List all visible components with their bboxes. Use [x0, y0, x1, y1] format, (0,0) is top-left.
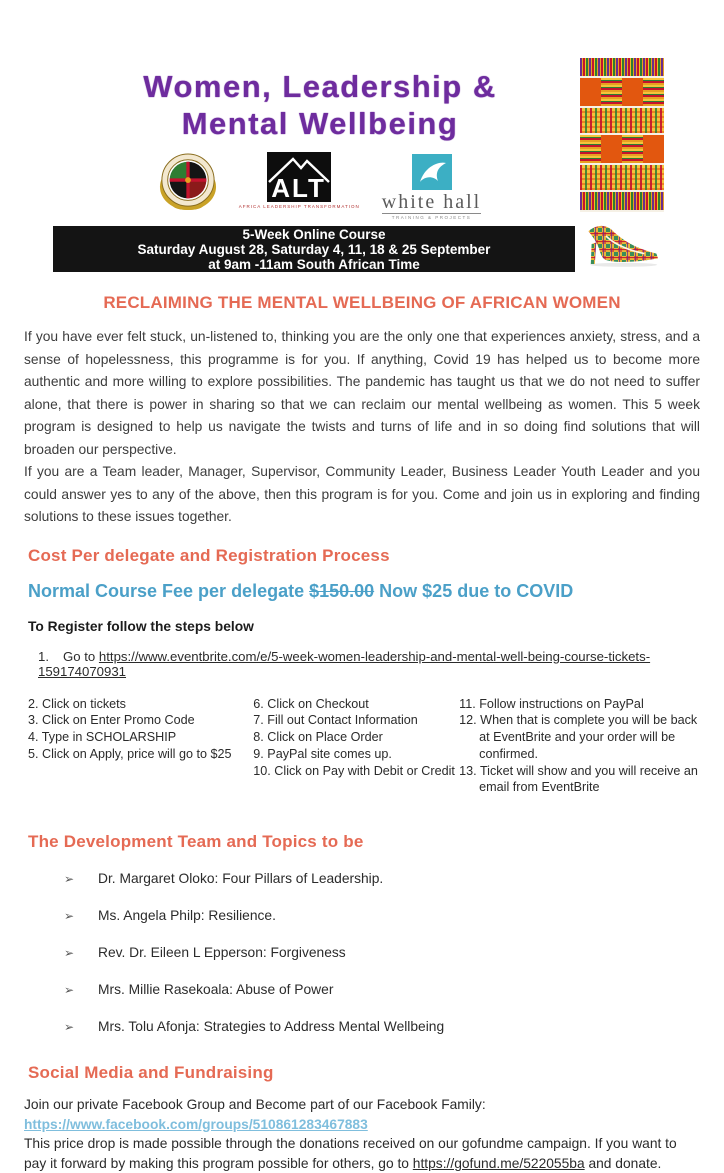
arrow-bullet-icon: ➢	[64, 983, 75, 998]
course-schedule-banner	[53, 226, 575, 272]
team-member-topic: Mrs. Tolu Afonja: Strategies to Address Mental Wellbeing	[98, 1019, 445, 1035]
fee-suffix: Now $25 due to COVID	[374, 580, 574, 601]
arrow-bullet-icon: ➢	[64, 946, 75, 961]
banner-line3: at 9am -11am South African Time	[208, 257, 420, 272]
flyer-title-line2: Mental Wellbeing	[181, 106, 459, 141]
registration-step: 10. Click on Pay with Debit or Credit	[253, 763, 455, 778]
registration-steps-columns	[24, 696, 700, 797]
kente-band	[580, 108, 664, 135]
partner-logos	[62, 152, 578, 220]
team-list-item	[24, 906, 700, 926]
flyer-title	[62, 58, 578, 142]
fee-prefix: Normal Course Fee per delegate	[28, 580, 310, 601]
registration-step-1	[24, 649, 700, 679]
flyer-right-panel	[580, 58, 664, 273]
registration-step: 5. Click on Apply, price will go to $25	[28, 746, 232, 761]
registration-step: 11. Follow instructions on PayPal	[459, 696, 644, 711]
page-headline: RECLAIMING THE MENTAL WELLBEING OF AFRICAN WOMEN	[103, 293, 621, 312]
intro-paragraph-2: If you are a Team leader, Manager, Supervisor, Community Leader, Business Leader Youth Leader and you could answer yes to any of the above, then this program is for you. Come and join us in exploring and finding solutions to these issues together.	[24, 464, 700, 524]
eventbrite-link[interactable]: https://www.eventbrite.com/e/5-week-women-leadership-and-mental-well-being-course-tickets-159174070931	[38, 648, 651, 679]
registration-step: 2. Click on tickets	[28, 696, 126, 711]
alt-logo-box	[267, 152, 331, 202]
flyer-left-panel	[62, 58, 578, 273]
steps-column-3	[459, 696, 700, 797]
flyer-title-line1: Women, Leadership &	[143, 69, 497, 104]
kente-cloth-image	[580, 58, 664, 212]
registration-step: 9. PayPal site comes up.	[253, 746, 392, 761]
registration-step: 6. Click on Checkout	[253, 696, 369, 711]
bird-icon	[412, 154, 452, 190]
steps-column-1	[28, 696, 253, 797]
document-body	[0, 293, 724, 1173]
cost-section-heading: Cost Per delegate and Registration Process	[28, 545, 390, 565]
registration-step: 4. Type in SCHOLARSHIP	[28, 730, 177, 745]
university-crest-logo	[159, 152, 217, 212]
gofundme-link[interactable]: https://gofund.me/522055ba	[412, 1155, 585, 1171]
arrow-bullet-icon: ➢	[64, 1020, 75, 1035]
course-fee-line	[24, 581, 700, 602]
facebook-paragraph	[24, 1095, 700, 1134]
whitehall-logo	[382, 154, 481, 220]
intro-paragraph-1: If you have ever felt stuck, un-listened to, thinking you are the only one that experiences anxiety, stress, and a sense of hopelessness, this programme is for you. If anything, Covid 19 has helped us to become more authentic and more willing to explore possibilities. The pandemic has taught us that we do not need to suffer alone, that there is power in sharing so that we can reclaim our mental wellbeing as women. This 5 week program is designed to help us navigate the twists and turns of life and in so doing find solutions that will broaden our perspective.	[24, 329, 700, 457]
kente-band	[580, 165, 664, 192]
kente-band	[580, 58, 664, 78]
registration-step: 12. When that is complete you will be back at EventBrite and your order will be confirmed.	[459, 713, 698, 761]
registration-step: 13. Ticket will show and you will receive an email from EventBrite	[459, 763, 698, 795]
whitehall-logo-box	[412, 154, 452, 190]
team-member-topic: Mrs. Millie Rasekoala: Abuse of Power	[98, 982, 334, 998]
steps-column-2	[253, 696, 459, 797]
gofundme-text-before: This price drop is made possible through the donations received on our gofundme campaign. If you want to pay it forward by making this program possible for others, go to	[24, 1136, 677, 1171]
gofundme-text-after: and donate.	[584, 1155, 662, 1171]
alt-logo-text: ALT	[271, 173, 326, 202]
banner-line2: Saturday August 28, Saturday 4, 11, 18 & 25 September	[137, 242, 491, 257]
arrow-bullet-icon: ➢	[64, 872, 75, 887]
team-list-item	[24, 943, 700, 963]
arrow-bullet-icon: ➢	[64, 909, 75, 924]
team-member-topic: Rev. Dr. Eileen L Epperson: Forgiveness	[98, 945, 346, 961]
register-steps-heading: To Register follow the steps below	[28, 618, 254, 634]
team-list-item	[24, 869, 700, 889]
registration-step: 8. Click on Place Order	[253, 730, 383, 745]
social-section-heading: Social Media and Fundraising	[28, 1063, 274, 1083]
kente-band	[580, 78, 664, 108]
flyer-header-image	[62, 58, 684, 273]
alt-logo	[239, 152, 360, 209]
alt-logo-caption: AFRICA LEADERSHIP TRANSFORMATION	[238, 204, 360, 209]
kente-heel-shoe-image	[580, 220, 664, 268]
whitehall-logo-text: white hall	[381, 191, 482, 213]
team-list-item	[24, 980, 700, 1000]
whitehall-logo-caption: TRAINING & PROJECTS	[391, 215, 472, 220]
step-number: 1.	[38, 648, 49, 664]
kente-band	[580, 192, 664, 212]
gofundme-paragraph	[24, 1134, 700, 1173]
banner-line1: 5-Week Online Course	[242, 227, 386, 242]
registration-step: 7. Fill out Contact Information	[253, 713, 418, 728]
team-list-item	[24, 1017, 700, 1037]
old-fee-strikethrough: $150.00	[309, 580, 375, 601]
team-member-topic: Ms. Angela Philp: Resilience.	[98, 908, 276, 924]
facebook-group-link[interactable]: https://www.facebook.com/groups/510861283467883	[24, 1116, 368, 1132]
facebook-text: Join our private Facebook Group and Become part of our Facebook Family:	[24, 1097, 486, 1113]
team-member-topic: Dr. Margaret Oloko: Four Pillars of Leadership.	[98, 871, 384, 887]
registration-step: 3. Click on Enter Promo Code	[28, 713, 195, 728]
kente-band	[580, 135, 664, 165]
team-section-heading: The Development Team and Topics to be	[28, 832, 364, 852]
step-text: Go to	[63, 648, 99, 664]
